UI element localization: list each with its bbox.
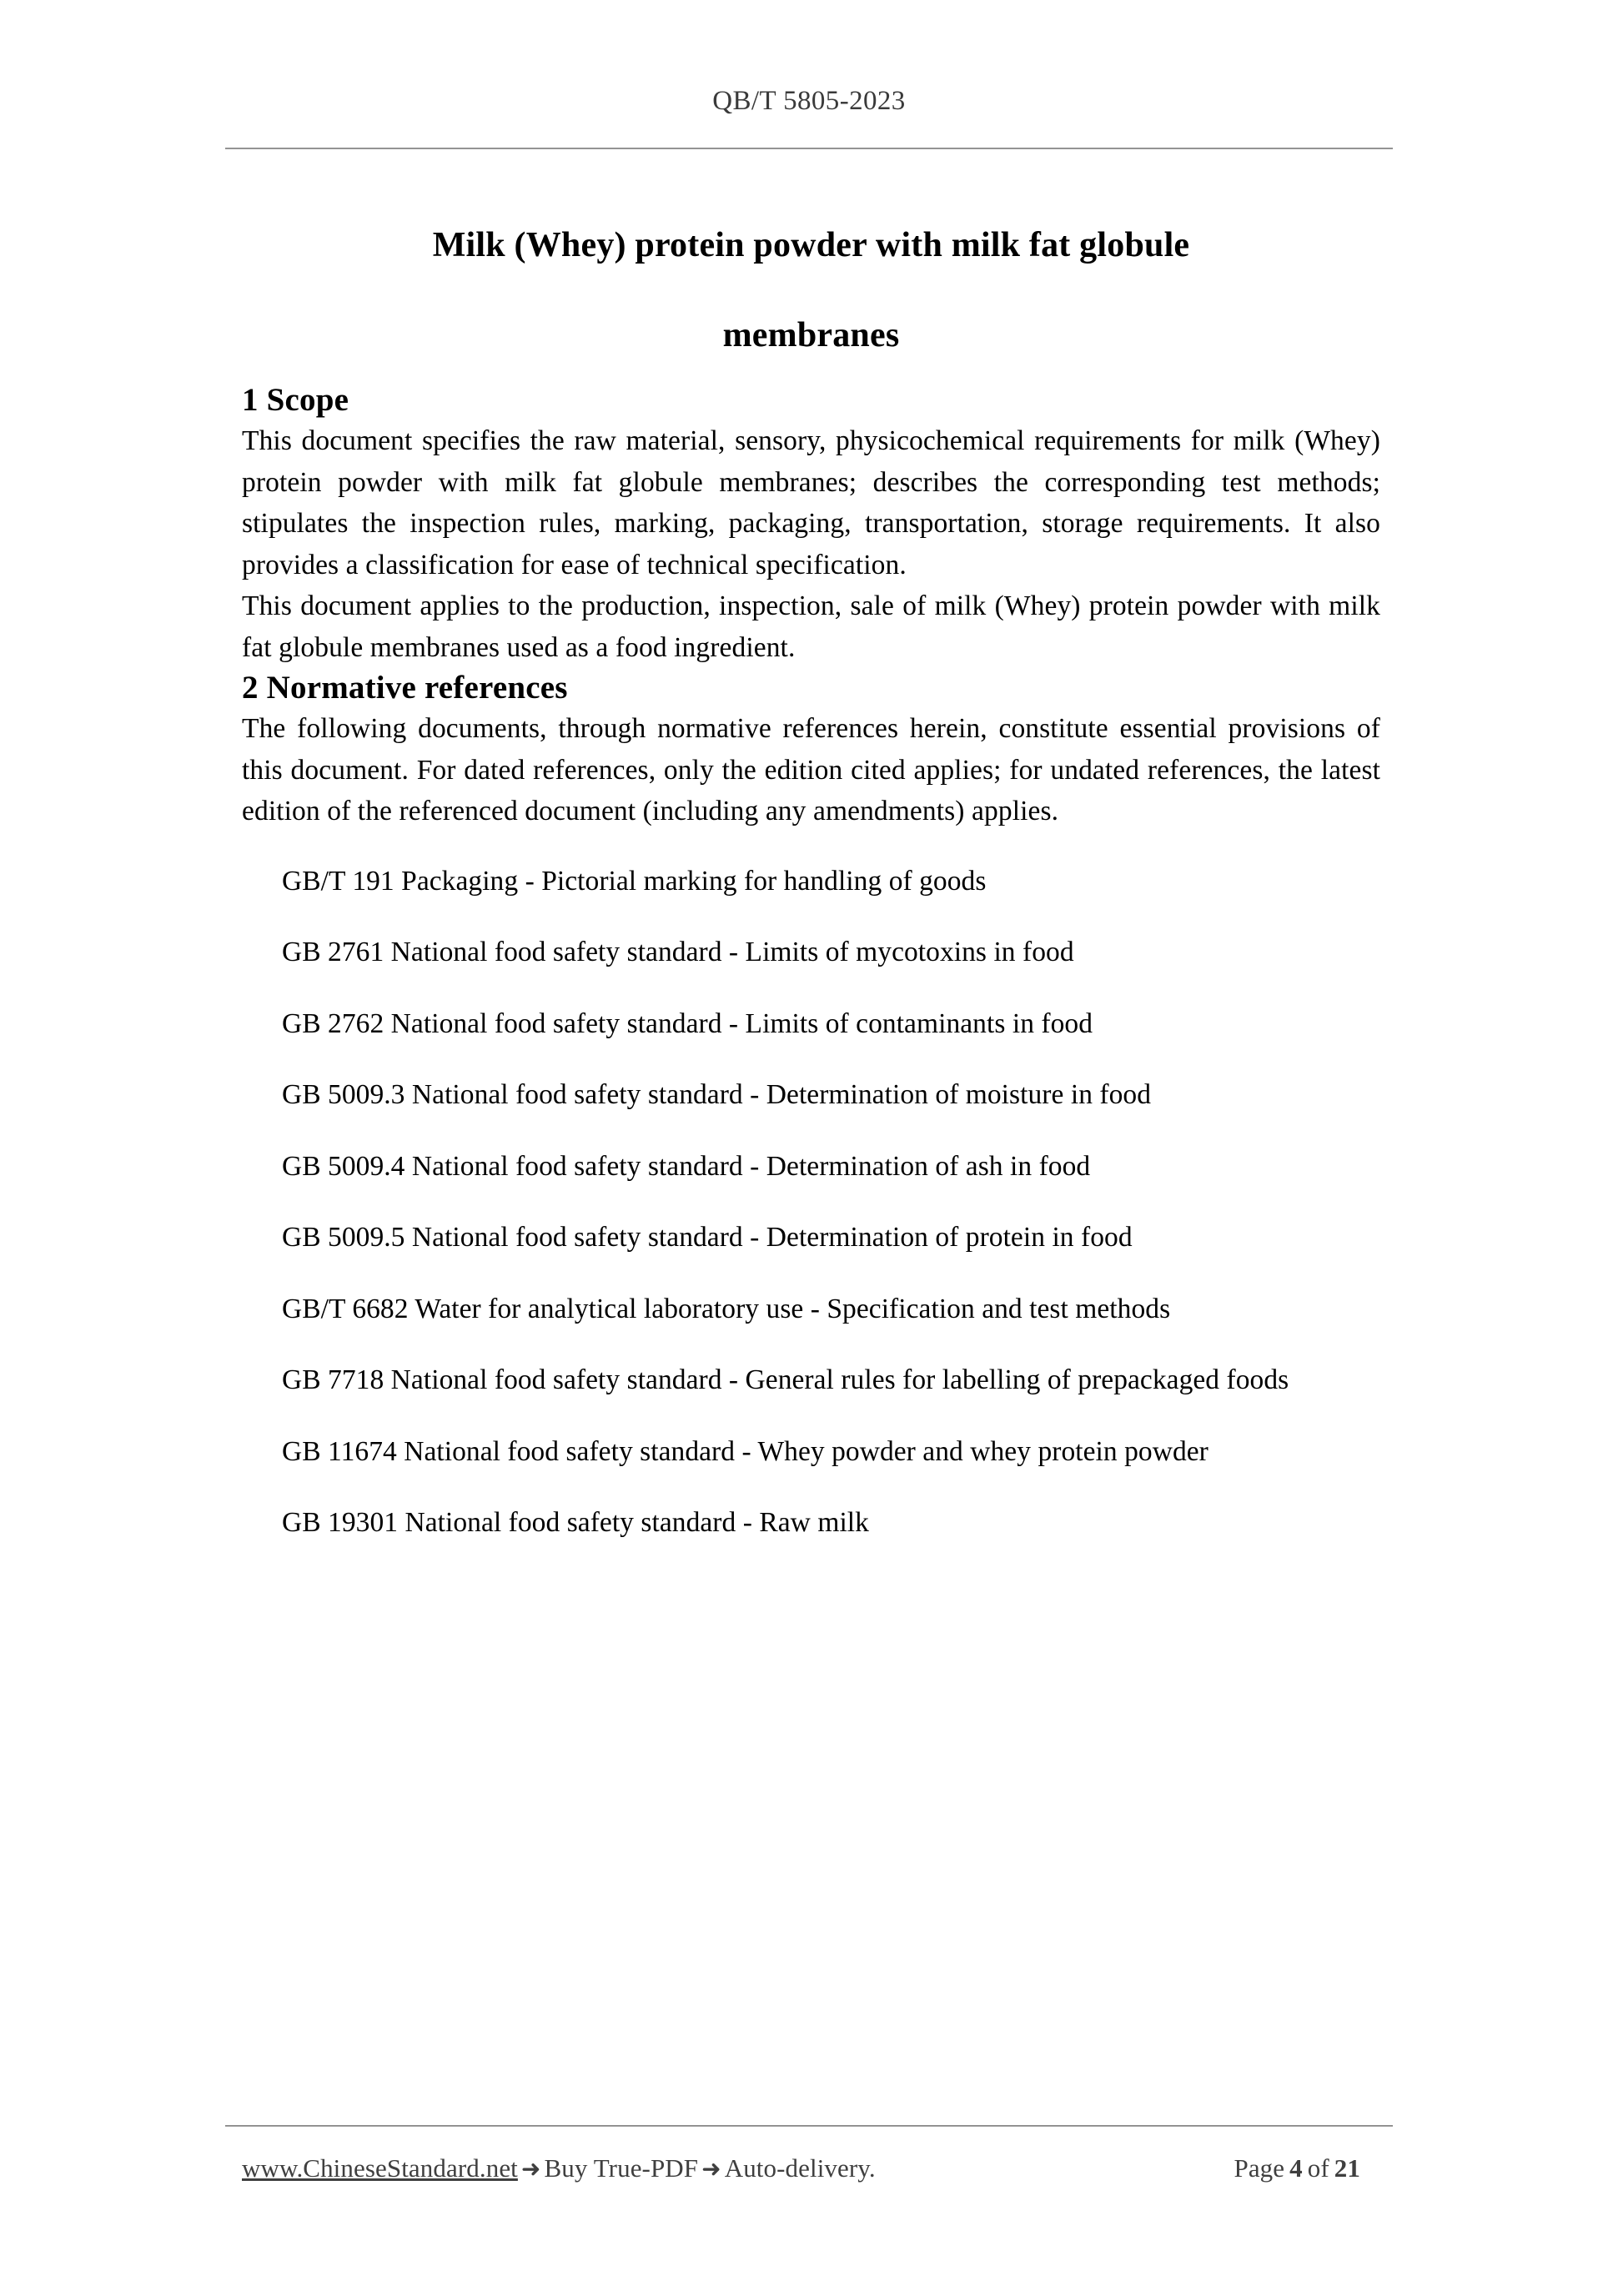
footer-promo-buy: Buy True-PDF: [544, 2153, 699, 2183]
normative-reference-list: [242, 861, 1380, 1544]
document-title-line-2: membranes: [722, 316, 900, 354]
footer-promo: [242, 2153, 876, 2183]
scope-paragraph-2: This document applies to the production, inspection, sale of milk (Whey) protein powder with milk fat globule membranes used as a food ingredient.: [242, 590, 1380, 663]
list-item: GB 11674 National food safety standard - Whey powder and whey protein powder: [282, 1435, 1208, 1467]
normative-references-intro: The following documents, through normative references herein, constitute essential provisions of this document. For dated references, only the edition cited applies; for undated references, the latest edition of the referenced document (including any amendments) applies.: [242, 713, 1380, 826]
list-item: GB/T 6682 Water for analytical laboratory use - Specification and test methods: [282, 1293, 1171, 1324]
standard-number: QB/T 5805-2023: [712, 86, 906, 116]
document-title-line-1: Milk (Whey) protein powder with milk fat globule: [432, 226, 1190, 264]
total-page-count: 21: [1334, 2153, 1360, 2183]
list-item: GB 5009.4 National food safety standard - Determination of ash in food: [282, 1150, 1091, 1182]
list-item: GB 7718 National food safety standard - General rules for labelling of prepackaged foods: [282, 1364, 1289, 1395]
page-indicator: [1234, 2153, 1380, 2183]
list-item: GB 5009.5 National food safety standard - Determination of protein in food: [282, 1222, 1133, 1253]
current-page-number: 4: [1289, 2153, 1303, 2183]
page-footer: [242, 2153, 1380, 2183]
document-title: [242, 0, 1380, 380]
footer-promo-delivery: Auto-delivery.: [724, 2153, 876, 2183]
page-content: [242, 0, 1380, 1544]
section-heading-scope: 1 Scope: [242, 382, 349, 418]
list-item: GB/T 191 Packaging - Pictorial marking for handling of goods: [282, 865, 987, 897]
website-link[interactable]: www.ChineseStandard.net: [242, 2153, 518, 2183]
arrow-right-icon: ➜: [701, 2155, 721, 2183]
list-item: GB 19301 National food safety standard - Raw milk: [282, 1507, 869, 1538]
list-item: GB 2761 National food safety standard - Limits of mycotoxins in food: [282, 937, 1074, 967]
of-label: of: [1307, 2153, 1329, 2183]
footer-divider: [225, 2125, 1393, 2127]
list-item: GB 5009.3 National food safety standard - Determination of moisture in food: [282, 1079, 1152, 1110]
scope-paragraph-1: This document specifies the raw material, sensory, physicochemical requirements for milk (Whey) protein powder with milk fat globule membranes; describes the corresponding test methods; stipulates the inspection rules, marking, packaging, transportation, storage requirements. It also provides a classification for ease of technical specification.: [242, 425, 1380, 580]
arrow-right-icon: ➜: [520, 2155, 541, 2183]
page-label: Page: [1234, 2153, 1285, 2183]
list-item: GB 2762 National food safety standard - Limits of contaminants in food: [282, 1007, 1093, 1039]
section-heading-normative-references: 2 Normative references: [242, 670, 568, 706]
